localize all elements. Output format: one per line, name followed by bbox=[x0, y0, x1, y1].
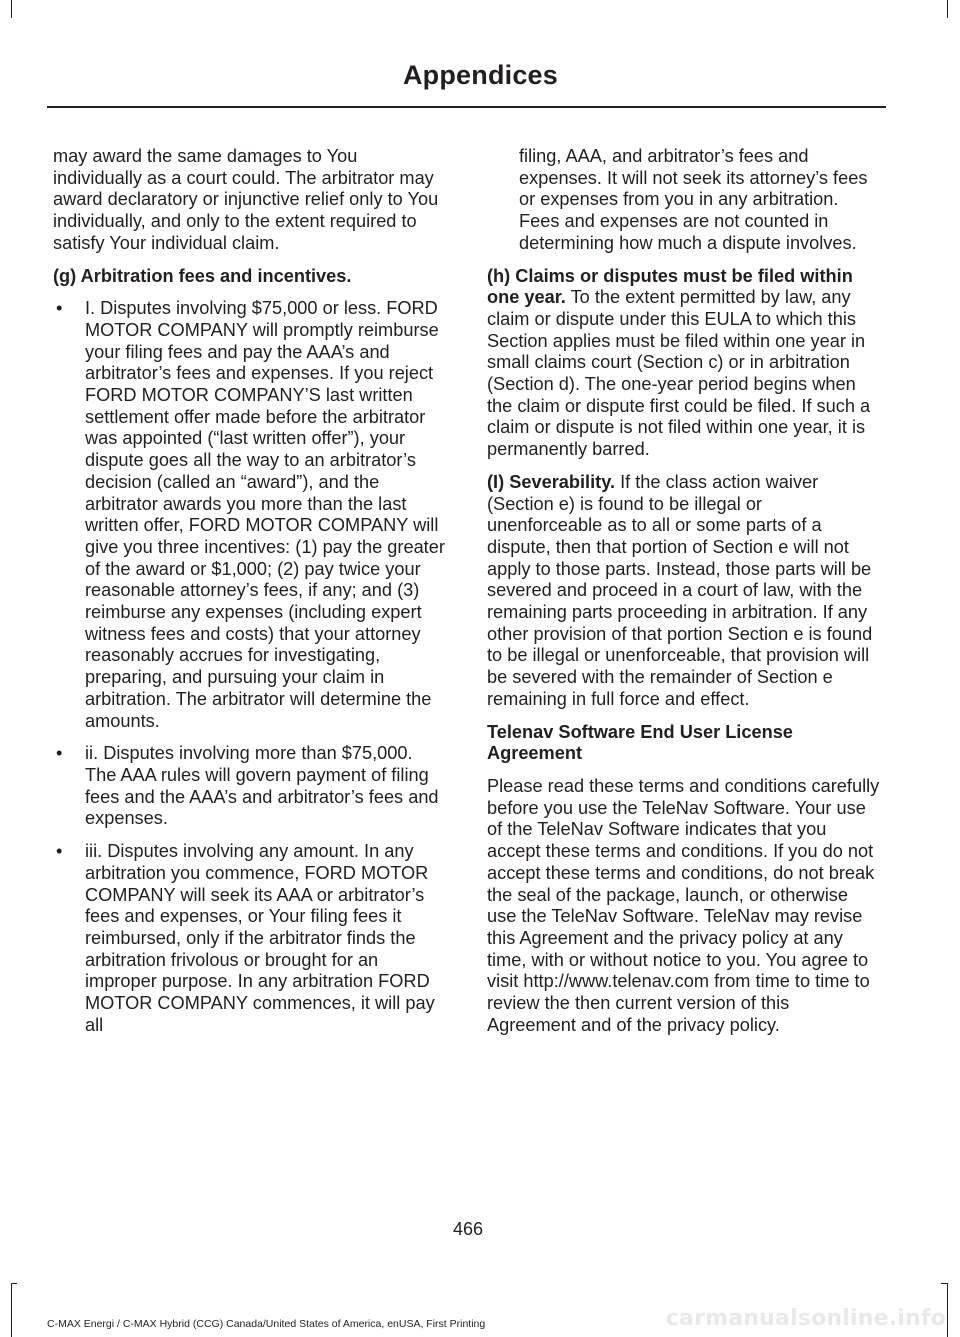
section-i-heading: (I) Severability. bbox=[487, 471, 616, 492]
list-item-text: iii. Disputes involving any amount. In any arbitration you commence, FORD MOTOR COMPANY will seek its AAA or arbitrator’s fees and expenses, or Your filing fees it reimbursed, only if the arbitrator finds the arbitration frivolous or brought for an improper purpose. In any arbitration FORD MOTOR COMPANY commences, it will pay all bbox=[85, 841, 435, 1035]
crop-mark-bottom-right-h bbox=[941, 1283, 947, 1284]
watermark: carmanualsonline.info bbox=[665, 1306, 946, 1331]
crop-mark-top-right bbox=[947, 0, 948, 18]
list-item-text: ii. Disputes involving more than $75,000. The AAA rules will govern payment of filing fees and the AAA’s and arbitrator’s fees and expenses. bbox=[85, 743, 439, 829]
section-i-body: If the class action waiver (Section e) is found to be illegal or unenforceable as to all or some parts of a dispute, then that portion of Section e will not apply to those parts. Instead, those parts will be severed and proceed in a court of law, with the remaining parts proceeding in arbitration. If any other provision of that portion Section e is found to be illegal or unenforceable, that provision will be severed with the remainder of Section e remaining in full force and effect. bbox=[487, 471, 873, 709]
page-title: Appendices bbox=[402, 60, 558, 90]
section-h-heading: (h) Claims or disputes must be filed within one year. bbox=[487, 265, 853, 308]
list-item bbox=[53, 298, 448, 732]
crop-mark-top-left bbox=[11, 0, 12, 18]
list-item bbox=[53, 743, 448, 830]
crop-mark-bottom-right bbox=[947, 1283, 948, 1337]
section-h-body: To the extent permitted by law, any claim or dispute under this EULA to which this Section applies must be filed within one year in small claims court (Section c) or in arbitration (Section d). The one-year period begins when the claim or dispute first could be filed. If such a claim or dispute is not filed within one year, it is permanently barred. bbox=[487, 287, 871, 460]
bullet-icon: • bbox=[56, 743, 63, 764]
intro-paragraph: may award the same damages to You individually as a court could. The arbitrator may award declaratory or injunctive relief only to You individually, and only to the extent required to satisfy Your individual claim. bbox=[53, 146, 439, 253]
crop-mark-bottom-left bbox=[11, 1283, 12, 1337]
section-g-heading: (g) Arbitration fees and incentives. bbox=[53, 265, 352, 286]
left-column bbox=[53, 146, 448, 1047]
crop-mark-bottom-left-h bbox=[11, 1283, 17, 1284]
bullet-icon: • bbox=[56, 298, 63, 319]
bullet-continuation: filing, AAA, and arbitrator’s fees and expenses. It will not seek its attorney’s fees or expenses from you in any arbitration. Fees and expenses are not counted in determining how much a dispute involves. bbox=[519, 146, 868, 253]
fees-list bbox=[53, 298, 448, 1036]
section-i-paragraph bbox=[487, 472, 882, 711]
section-h-paragraph bbox=[487, 266, 882, 461]
page-number: 466 bbox=[452, 1219, 484, 1239]
right-column bbox=[487, 146, 882, 1047]
header-divider bbox=[47, 106, 886, 108]
list-item bbox=[53, 841, 448, 1036]
list-item-text: I. Disputes involving $75,000 or less. FORD MOTOR COMPANY will promptly reimburse your filing fees and pay the AAA’s and arbitrator’s fees and expenses. If you reject FORD MOTOR COMPANY’S last written settlement offer made before the arbitrator was appointed (“last written offer”), your dispute goes all the way to an arbitrator’s decision (called an “award”), and the arbitrator awards you more than the last written offer, FORD MOTOR COMPANY will give you three incentives: (1) pay the greater of the award or $1,000; (2) pay twice your reasonable attorney’s fees, if any; and (3) reimburse any expenses (including expert witness fees and costs) that your attorney reasonably accrues for investigating, preparing, and pursuing your claim in arbitration. The arbitrator will determine the amounts. bbox=[85, 298, 445, 731]
document-info: C-MAX Energi / C-MAX Hybrid (CCG) Canada/United States of America, enUSA, First Printing bbox=[47, 1318, 486, 1330]
telenav-paragraph: Please read these terms and conditions carefully before you use the TeleNav Software. Your use of the TeleNav Software indicates that you accept these terms and conditions. If you do not accept these terms and conditions, do not break the seal of the package, launch, or otherwise use the TeleNav Software. TeleNav may revise this Agreement and the privacy policy at any time, with or without notice to you. You agree to visit http://www.telenav.com from time to time to review the then current version of this Agreement and of the privacy policy. bbox=[487, 775, 880, 1035]
telenav-heading: Telenav Software End User License Agreement bbox=[487, 721, 793, 764]
bullet-icon: • bbox=[56, 841, 63, 862]
